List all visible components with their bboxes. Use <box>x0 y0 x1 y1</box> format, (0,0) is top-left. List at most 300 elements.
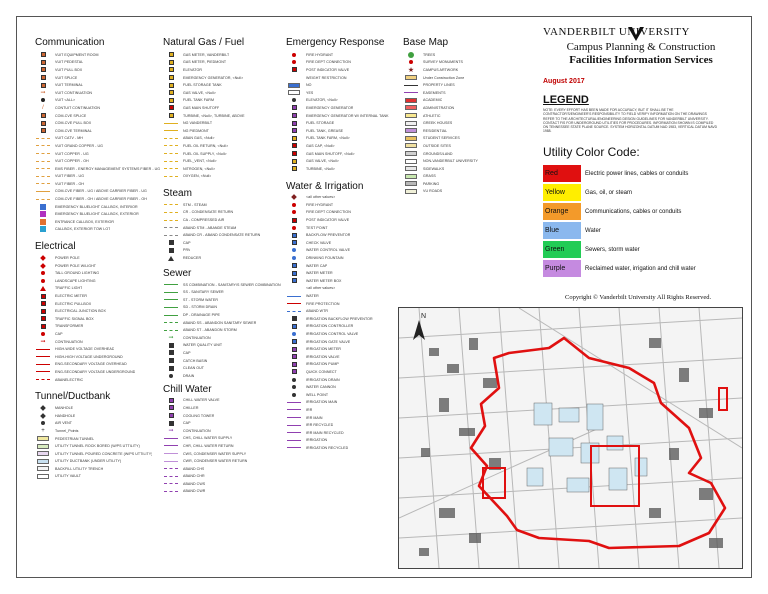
dot-icon <box>286 391 302 398</box>
legend-item <box>35 112 165 120</box>
dashed-line-icon <box>35 142 51 149</box>
legend-item-label: PARKING <box>423 181 440 186</box>
legend-item-label: CAP <box>55 331 63 336</box>
box-icon <box>163 97 179 104</box>
line-icon <box>35 188 51 195</box>
legend-item-label: CR - CONDENSATE RETURN <box>183 210 234 215</box>
utility-color-swatch: Yellow <box>543 184 581 201</box>
dashed-line-icon <box>163 480 179 487</box>
utility-color-desc: Gas, oil, or steam <box>585 189 633 196</box>
legend-item-label: TURBINE, <Null> <box>306 166 335 171</box>
box-icon <box>163 82 179 89</box>
legend-item <box>286 135 411 143</box>
legend-item-label: <all other values> <box>306 286 336 291</box>
box-icon <box>286 112 302 119</box>
legend-item <box>286 224 411 232</box>
legend-item <box>163 319 288 327</box>
legend-item-label: ST - STORM WATER <box>183 297 219 302</box>
legend-item <box>286 391 411 399</box>
legend-item <box>403 104 513 112</box>
legend-item-label: TEST POINT <box>306 225 328 230</box>
legend-item <box>286 429 411 437</box>
box-icon <box>35 323 51 330</box>
box-icon <box>286 270 302 277</box>
dashed-line-icon <box>163 158 179 165</box>
legend-item <box>35 150 165 158</box>
legend-item-label: NITROGEN, <Null> <box>183 166 216 171</box>
box-icon <box>163 59 179 66</box>
dot-icon <box>286 209 302 216</box>
legend-item-label: POST INDICATOR VALVE <box>306 218 350 223</box>
box-icon <box>286 150 302 157</box>
legend-item <box>286 361 411 369</box>
legend-item-label: SS COMBINATION - SANITARY/S SEWER COMBINATION <box>183 282 281 287</box>
legend-item <box>35 420 165 428</box>
legend-item-label: <all other values> <box>306 195 336 200</box>
legend-item-label: OUTSIDE SITES <box>423 143 452 148</box>
legend-item-label: NO <box>306 83 312 88</box>
box-icon <box>163 66 179 73</box>
legend-item <box>35 450 165 458</box>
color-swatch-icon <box>403 97 419 104</box>
utility-color-desc: Communications, cables or conduits <box>585 208 682 215</box>
dashed-line-icon <box>35 180 51 187</box>
legend-item <box>286 104 411 112</box>
line-icon <box>286 422 302 429</box>
legend-item <box>35 338 165 346</box>
legend-item-label: ELECTRIC METER <box>55 294 88 299</box>
legend-item-label: CAMPUS ARTWORK <box>423 67 459 72</box>
legend-item-label: DRINKING FOUNTAIN <box>306 256 344 261</box>
legend-item-label: ABAND CWR <box>183 489 206 494</box>
legend-item <box>403 97 513 105</box>
legend-item <box>286 300 411 308</box>
legend-item <box>286 216 411 224</box>
legend-item <box>163 419 288 427</box>
dashed-line-icon <box>286 308 302 315</box>
dot-icon <box>35 330 51 337</box>
legend-item <box>163 304 288 312</box>
legend-item <box>286 194 411 202</box>
line-icon <box>286 429 302 436</box>
legend-item <box>286 254 411 262</box>
dashed-line-icon <box>163 465 179 472</box>
legend-item <box>403 135 513 143</box>
legend-item <box>163 135 288 143</box>
dot-icon <box>286 97 302 104</box>
legend-item <box>35 473 165 481</box>
legend-item-label: HANDHOLE <box>55 413 76 418</box>
legend-item <box>286 209 411 217</box>
utility-color-desc: Reclaimed water, irrigation and chill water <box>585 265 696 272</box>
legend-item-label: Tunnel_Points <box>55 428 79 433</box>
dot-icon <box>163 372 179 379</box>
legend-item-label: COM-CVE SPLICE <box>55 113 87 118</box>
box-icon <box>286 165 302 172</box>
legend-item-label: IRRIGATION BACKFLOW PREVENTOR <box>306 316 373 321</box>
color-swatch-icon <box>403 74 419 81</box>
legend-item-label: ABAND CHR <box>183 474 205 479</box>
legend-item-label: EMERGENCY GENERATOR, <Null> <box>183 75 244 80</box>
legend-item-label: RESIDENTIAL <box>423 128 448 133</box>
column-4 <box>403 37 513 195</box>
dashed-line-icon <box>163 209 179 216</box>
legend-item <box>403 89 513 97</box>
legend-item-label: FUEL TANK, GREASE <box>306 128 344 133</box>
dot-icon <box>286 201 302 208</box>
dept-line-2: Facilities Information Services <box>569 54 713 66</box>
legend-item-label: IRRIGATION CONTROLLER <box>306 324 354 329</box>
legend-item <box>163 224 288 232</box>
dot-icon <box>286 247 302 254</box>
legend-item <box>286 201 411 209</box>
utility-color-swatch: Orange <box>543 203 581 220</box>
box-icon <box>286 142 302 149</box>
legend-note: NOTE: EVERY EFFORT HAS BEEN MADE FOR ACCURACY, BUT IT SHALL BE THE CONTRACTOR'S/ENGINEER'S RESPONSIBILITY TO FIELD VERIFY INFORMATION ON THE DRAWINGS REFER TO THE ARCHITECTURAL/ENGINEERING DESIGN GUIDELINES FOR VANDERBILT UNIVERSITY. CONTACT FIS FOR UNDERGROUND UTILITIES FOR PROCEDURES. INFORMATION SHOWN IS COMPILED ON TENNESSEE STATE PLANE SOURCE. SYSTEM HORIZONTAL DATUM NAD 1983, VERTICAL DATUM NAVD 1988. <box>543 108 718 134</box>
diamond-icon <box>35 262 51 269</box>
utility-color-swatch: Red <box>543 165 581 182</box>
legend-item-label: VUIT FIBER - OH <box>55 181 85 186</box>
color-swatch-icon <box>403 165 419 172</box>
legend-item <box>35 203 165 211</box>
box-icon <box>286 127 302 134</box>
color-swatch-icon <box>35 458 51 465</box>
box-icon <box>286 232 302 239</box>
legend-item-label: ELEVATOR, <Null> <box>306 98 338 103</box>
color-swatch-icon <box>403 112 419 119</box>
legend-item <box>286 157 411 165</box>
dot-icon <box>403 59 419 66</box>
color-swatch-icon <box>403 135 419 142</box>
university-logo-block <box>541 24 741 72</box>
dashed-line-icon <box>163 488 179 495</box>
legend-item <box>35 127 165 135</box>
legend-item <box>35 59 165 67</box>
legend-item <box>286 247 411 255</box>
color-swatch-icon <box>35 435 51 442</box>
legend-item <box>286 97 411 105</box>
column-1 <box>35 37 165 480</box>
legend-item-label: ABAND SS - ABANDON SANITARY SEWER <box>183 320 257 325</box>
color-swatch-icon <box>403 173 419 180</box>
utility-color-swatch: Purple <box>543 260 581 277</box>
legend-item-label: FUEL TANK FARM, <Null> <box>306 136 350 141</box>
legend-item-label: DRAIN <box>183 373 195 378</box>
legend-item <box>286 353 411 361</box>
legend-item <box>286 368 411 376</box>
line-icon <box>286 300 302 307</box>
legend-item <box>35 254 165 262</box>
legend-item-label: ABAND CR - ABAND CONDENSATE RETURN <box>183 233 261 238</box>
diamond-icon <box>35 405 51 412</box>
star-icon: ★ <box>407 66 415 74</box>
legend-item <box>286 285 411 293</box>
legend-item <box>163 89 288 97</box>
dot-icon <box>286 59 302 66</box>
box-icon <box>286 135 302 142</box>
line-icon <box>163 312 179 319</box>
dashed-line-icon <box>163 165 179 172</box>
legend-item-label: VUIT COPPER - OH <box>55 159 89 164</box>
legend-item-label: TURBINE, <Null>, TURBINE, ABOVE <box>183 113 245 118</box>
legend-item-label: EMERGENCY GENERATOR <box>306 105 354 110</box>
legend-item-label: AIR VENT <box>55 421 72 426</box>
legend-item <box>286 376 411 384</box>
utility-color-desc: Electric power lines, cables or conduits <box>585 170 689 177</box>
box-icon <box>163 112 179 119</box>
legend-item-label: GAS VALVE, <Null> <box>306 159 339 164</box>
box-icon <box>35 300 51 307</box>
color-swatch-icon <box>286 82 302 89</box>
box-icon <box>163 104 179 111</box>
legend-item-label: POST INDICATOR VALVE <box>306 67 350 72</box>
legend-item <box>286 66 411 74</box>
diamond-icon <box>35 412 51 419</box>
box-icon <box>286 262 302 269</box>
box-icon <box>163 357 179 364</box>
legend-item-label: POWER POLE W/LIGHT <box>55 263 97 268</box>
legend-item-label: ADMINISTRATION <box>423 105 455 110</box>
legend-item <box>163 342 288 350</box>
legend-item <box>286 399 411 407</box>
legend-item-label: Under Construction Zone <box>423 75 465 80</box>
legend-item-label: EMS FIBER - ENERGY MANAGEMENT SYSTEMS FIBER - UG <box>55 166 161 171</box>
legend-item <box>163 165 288 173</box>
legend-item <box>163 326 288 334</box>
dot-icon <box>286 255 302 262</box>
line-icon <box>163 450 179 457</box>
dashed-line-icon <box>35 376 51 383</box>
legend-item-label: UTILITY TUNNEL ROCK BORED (W/PS UTTILITY) <box>55 444 140 449</box>
line-icon <box>286 437 302 444</box>
copyright: Copyright © Vanderbilt University All Rights Reserved. <box>565 294 712 301</box>
dot-icon <box>286 376 302 383</box>
steam-list <box>163 201 288 262</box>
legend-item <box>403 173 513 181</box>
legend-item-label: CWR, CONDENSER WATER RETURN <box>183 459 248 464</box>
line-icon <box>286 444 302 451</box>
north-label: N <box>421 313 427 320</box>
box-icon <box>163 74 179 81</box>
legend-item-label: IRRIGATION GATE VALVE <box>306 339 351 344</box>
dashed-line-icon <box>163 224 179 231</box>
legend-item <box>286 277 411 285</box>
legend-item <box>403 188 513 196</box>
legend-item <box>35 97 165 105</box>
legend-item <box>403 112 513 120</box>
legend-item <box>403 81 513 89</box>
legend-item <box>35 353 165 361</box>
legend-item-label: ENG-SECONDARY VOLTAGE OVERHEAD <box>55 362 127 367</box>
legend-item <box>286 406 411 414</box>
box-icon <box>286 277 302 284</box>
legend-item-label: VUIT TERMINAL <box>55 83 83 88</box>
legend-item-label: ACADEMIC <box>423 98 443 103</box>
box-icon <box>286 120 302 127</box>
legend-item <box>403 74 513 82</box>
tunnel-list <box>35 404 165 480</box>
dashed-line-icon <box>163 319 179 326</box>
line-icon <box>163 120 179 127</box>
legend-item <box>163 74 288 82</box>
legend-item <box>286 315 411 323</box>
legend-item-label: WATER CONTROL VALVE <box>306 248 351 253</box>
legend-item <box>286 239 411 247</box>
legend-item <box>35 66 165 74</box>
legend-item <box>35 300 165 308</box>
line-icon <box>35 361 51 368</box>
legend-item <box>286 292 411 300</box>
line-icon <box>403 89 419 96</box>
legend-item <box>35 442 165 450</box>
legend-item-label: VUIT PEDESTAL <box>55 60 84 65</box>
color-swatch-icon <box>403 104 419 111</box>
sewer-list <box>163 281 288 380</box>
legend-item <box>286 323 411 331</box>
legend-item-label: WATER <box>306 294 319 299</box>
box-icon <box>286 66 302 73</box>
legend-item-label: CHILLER <box>183 405 199 410</box>
legend-item-label: CWS, CONDENSER WATER SUPPLY <box>183 451 247 456</box>
legend-item-label: UTILITY DUCTBANK (UNDER UTILITY) <box>55 459 122 464</box>
legend-item <box>163 357 288 365</box>
legend-item <box>35 368 165 376</box>
blank-icon <box>286 285 302 292</box>
dot-icon <box>286 51 302 58</box>
line-icon <box>163 127 179 134</box>
legend-item <box>35 195 165 203</box>
legend-item-label: FUEL STORAGE <box>306 121 335 126</box>
legend-item <box>163 288 288 296</box>
arrow-icon: ➞ <box>168 335 174 342</box>
legend-item <box>35 315 165 323</box>
utility-color-swatch: Green <box>543 241 581 258</box>
legend-item-label: WATER METER <box>306 271 333 276</box>
line-icon <box>286 399 302 406</box>
legend-item <box>163 104 288 112</box>
legend-item-label: STM - STEAM <box>183 202 207 207</box>
box-icon <box>35 59 51 66</box>
legend-item-label: GAS MAIN SHUTOFF <box>183 105 220 110</box>
legend-item <box>163 473 288 481</box>
legend-item-label: HIGH-WIDE VOLTAGE OVERHEAD <box>55 347 115 352</box>
box-icon <box>35 120 51 127</box>
legend-item-label: ABAND CHS <box>183 466 205 471</box>
legend-item <box>163 334 288 342</box>
legend-item <box>286 150 411 158</box>
utility-color-desc: Sewers, storm water <box>585 246 640 253</box>
box-icon <box>35 315 51 322</box>
legend-item-label: YES <box>306 90 314 95</box>
legend-item-label: GAS MAIN SHUTOFF, <Null> <box>306 151 355 156</box>
arrow-icon: ➞ <box>40 90 46 97</box>
box-icon <box>163 420 179 427</box>
legend-item-label: GREEK HOUSES <box>423 121 453 126</box>
legend-item <box>163 157 288 165</box>
legend-item <box>163 311 288 319</box>
legend-item-label: VUIT <ALL> <box>55 98 76 103</box>
legend-item <box>163 142 288 150</box>
water-list <box>286 194 411 452</box>
dot-icon <box>286 330 302 337</box>
legend-item-label: FUEL_VENT, <Null> <box>183 159 217 164</box>
legend-item-label: ABANELECTRIC <box>55 377 84 382</box>
color-swatch-icon <box>35 443 51 450</box>
legend-item-label: NON-VANDERBILT UNIVERSITY <box>423 159 478 164</box>
communication-title: Communication <box>35 37 105 48</box>
legend-item-label: PEDESTRIAN TUNNEL <box>55 436 95 441</box>
legend-item <box>35 465 165 473</box>
box-icon <box>163 89 179 96</box>
dashed-line-icon <box>35 150 51 157</box>
legend-item-label: VUIT PULL BOX <box>55 67 83 72</box>
legend-item-label: IRRIGATION MAIN <box>306 400 338 405</box>
legend-title: LEGEND <box>543 94 589 106</box>
square-icon <box>35 218 51 225</box>
legend-item-label: FIRE DEPT CONNECTION <box>306 210 351 215</box>
legend-item-label: CONTINUATION <box>183 335 211 340</box>
dashed-line-icon <box>163 217 179 224</box>
legend-item <box>286 262 411 270</box>
legend-item <box>35 285 165 293</box>
legend-item <box>286 81 411 89</box>
legend-item <box>35 142 165 150</box>
legend-item-label: ABAND CWS <box>183 481 206 486</box>
legend-item-label: VUIT CONTINUATION <box>55 90 93 95</box>
legend-item <box>163 66 288 74</box>
legend-item-label: MANHOLE <box>55 406 74 411</box>
legend-item-label: COM-CVE TERMINAL <box>55 128 92 133</box>
legend-item <box>35 376 165 384</box>
legend-item-label: WATER CANNON <box>306 385 336 390</box>
arrow-icon: ➞ <box>168 428 174 435</box>
emergency-list <box>286 51 411 173</box>
legend-item-label: COOLING TOWER <box>183 413 215 418</box>
legend-item-label: PRV <box>183 248 191 253</box>
legend-item-label: UTILITY TUNNEL POURED CONCRETE (W/PS UTTILITY) <box>55 451 153 456</box>
legend-item-label: ELEVATOR <box>183 67 202 72</box>
legend-item-label: ELECTRIC PULLBOX <box>55 301 92 306</box>
legend-item-label: UTILITY VAULT <box>55 474 82 479</box>
legend-item <box>286 330 411 338</box>
legend-item <box>403 119 513 127</box>
plus-icon: + <box>41 427 45 434</box>
diamond-icon <box>35 255 51 262</box>
line-icon <box>163 281 179 288</box>
legend-item <box>163 247 288 255</box>
legend-item-label: BACKFLOW PREVENTOR <box>306 233 351 238</box>
steam-title: Steam <box>163 188 192 200</box>
legend-item <box>286 51 411 59</box>
legend-item <box>163 296 288 304</box>
legend-item <box>35 74 165 82</box>
legend-item <box>35 458 165 466</box>
legend-item-label: CHILL WATER VALVE <box>183 398 220 403</box>
legend-item <box>403 157 513 165</box>
legend-item-label: BACKFILL UTILITY TRENCH <box>55 466 104 471</box>
box-icon <box>35 66 51 73</box>
university-name: VANDERBILT UNIVERSITY <box>543 26 690 38</box>
square-icon <box>35 211 51 218</box>
legend-item <box>163 412 288 420</box>
legend-item <box>403 66 513 74</box>
legend-item-label: WATER QUALITY UNIT <box>183 343 223 348</box>
legend-item <box>35 165 165 173</box>
legend-item-label: PROPERTY LINES <box>423 83 455 88</box>
legend-item <box>35 173 165 181</box>
legend-item-label: ABAND ST - ABANDON STORM <box>183 328 237 333</box>
legend-item-label: CAP <box>183 421 191 426</box>
